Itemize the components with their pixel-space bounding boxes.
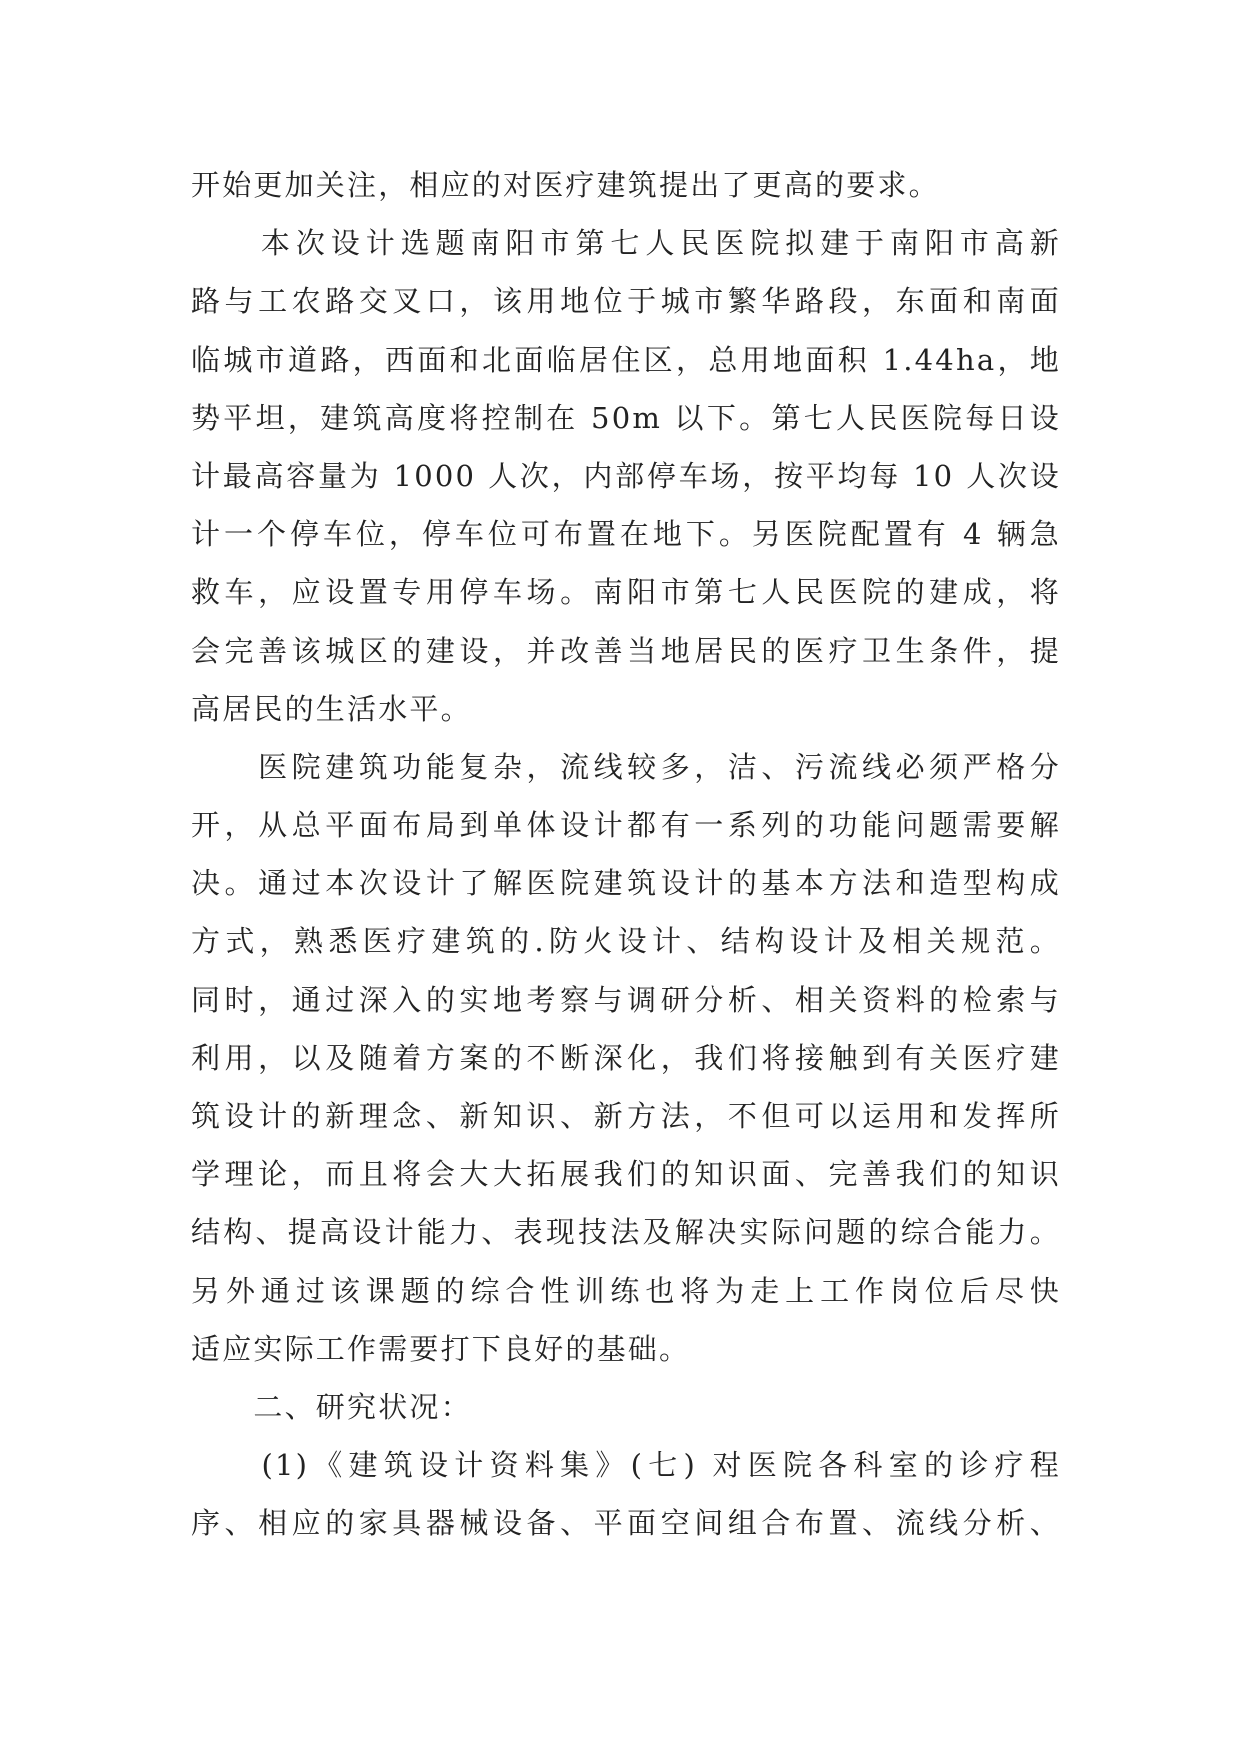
text-line: 适应实际工作需要打下良好的基础。 bbox=[191, 1331, 691, 1366]
text-line: 利用，以及随着方案的不断深化，我们将接触到有关医疗建 bbox=[191, 1040, 1061, 1075]
text-line: 开，从总平面布局到单体设计都有一系列的功能问题需要解 bbox=[191, 808, 1061, 843]
text-line: 同时，通过深入的实地考察与调研分析、相关资料的检索与 bbox=[191, 982, 1061, 1017]
text-line: 结构、提高设计能力、表现技法及解决实际问题的综合能力。 bbox=[191, 1215, 1061, 1250]
text-line: 序、相应的家具器械设备、平面空间组合布置、流线分析、 bbox=[191, 1506, 1061, 1541]
text-line: 势平坦，建筑高度将控制在 50m 以下。第七人民医院每日设 bbox=[191, 400, 1061, 435]
body-text bbox=[191, 156, 1061, 1553]
text-line: 高居民的生活水平。 bbox=[191, 691, 472, 726]
text-line: 另外通过该课题的综合性训练也将为走上工作岗位后尽快 bbox=[191, 1273, 1061, 1308]
text-line: 二、研究状况： bbox=[191, 1389, 472, 1424]
text-line: 计一个停车位，停车位可布置在地下。另医院配置有 4 辆急 bbox=[191, 517, 1061, 552]
text-line: 路与工农路交叉口，该用地位于城市繁华路段，东面和南面 bbox=[191, 284, 1061, 319]
text-line: 方式，熟悉医疗建筑的.防火设计、结构设计及相关规范。 bbox=[191, 924, 1061, 959]
text-line: (1)《建筑设计资料集》(七) 对医院各科室的诊疗程 bbox=[191, 1448, 1061, 1483]
text-line: 计最高容量为 1000 人次，内部停车场，按平均每 10 人次设 bbox=[191, 458, 1061, 493]
text-line: 本次设计选题南阳市第七人民医院拟建于南阳市高新 bbox=[191, 226, 1061, 261]
text-line: 救车，应设置专用停车场。南阳市第七人民医院的建成，将 bbox=[191, 575, 1061, 610]
text-line: 开始更加关注，相应的对医疗建筑提出了更高的要求。 bbox=[191, 168, 940, 202]
text-line: 筑设计的新理念、新知识、新方法，不但可以运用和发挥所 bbox=[191, 1099, 1061, 1133]
text-line: 会完善该城区的建设，并改善当地居民的医疗卫生条件，提 bbox=[191, 633, 1061, 668]
text-line: 临城市道路，西面和北面临居住区，总用地面积 1.44ha，地 bbox=[191, 342, 1061, 377]
text-line: 决。通过本次设计了解医院建筑设计的基本方法和造型构成 bbox=[191, 866, 1061, 901]
text-line: 学理论，而且将会大大拓展我们的知识面、完善我们的知识 bbox=[191, 1157, 1061, 1192]
text-line: 医院建筑功能复杂，流线较多，洁、污流线必须严格分 bbox=[191, 749, 1061, 784]
